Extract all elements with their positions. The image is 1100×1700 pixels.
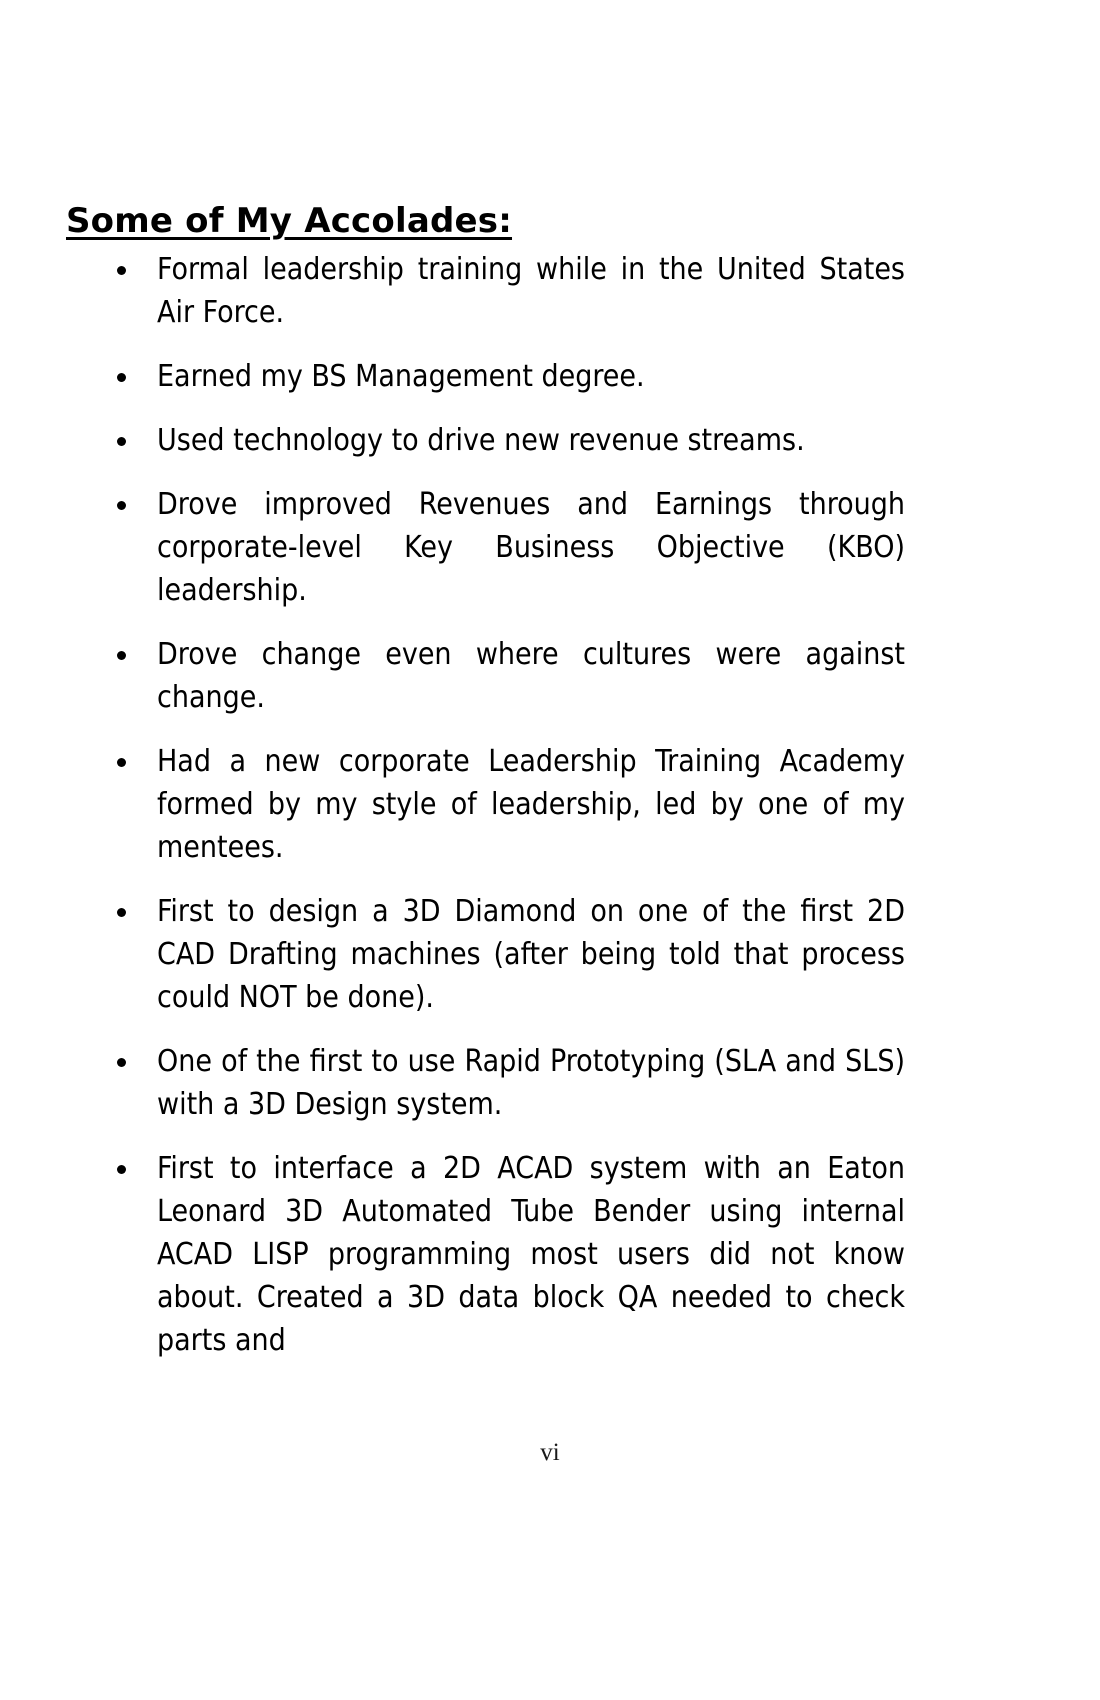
list-item-text: Had a new corporate Leadership Training Academy formed by my style of leadership, led by one of my mentees. (157, 744, 905, 865)
bullet-icon (117, 266, 126, 275)
list-item-text: Earned my BS Management degree. (157, 359, 645, 394)
list-item (110, 633, 905, 719)
list-item (110, 483, 905, 612)
list-item-text: Used technology to drive new revenue streams. (157, 423, 805, 458)
list-item (110, 355, 905, 398)
page-number: vi (540, 1439, 560, 1466)
accolades-list (110, 248, 905, 1362)
bullet-icon (117, 908, 126, 917)
bullet-icon (117, 1058, 126, 1067)
bullet-icon (117, 437, 126, 446)
list-item (110, 890, 905, 1019)
list-item-text: Drove improved Revenues and Earnings through corporate-level Key Business Objective (KBO) leadership. (157, 487, 905, 608)
bullet-icon (117, 373, 126, 382)
list-item (110, 740, 905, 869)
list-item-text: Formal leadership training while in the United States Air Force. (157, 252, 905, 330)
list-item-text: Drove change even where cultures were against change. (157, 637, 905, 715)
list-item (110, 419, 905, 462)
list-item (110, 248, 905, 334)
list-item (110, 1040, 905, 1126)
bullet-icon (117, 1165, 126, 1174)
list-item-text: First to interface a 2D ACAD system with an Eaton Leonard 3D Automated Tube Bender using internal ACAD LISP programming most users did not know about. Created a 3D data block QA needed to check parts and (157, 1151, 905, 1358)
list-item-text: One of the first to use Rapid Prototyping (SLA and SLS) with a 3D Design system. (157, 1044, 905, 1122)
list-item (110, 1147, 905, 1362)
bullet-icon (117, 651, 126, 660)
bullet-icon (117, 501, 126, 510)
list-item-text: First to design a 3D Diamond on one of the first 2D CAD Drafting machines (after being told that process could NOT be done). (157, 894, 905, 1015)
page-title: Some of My Accolades: (66, 200, 513, 241)
bullet-icon (117, 758, 126, 767)
